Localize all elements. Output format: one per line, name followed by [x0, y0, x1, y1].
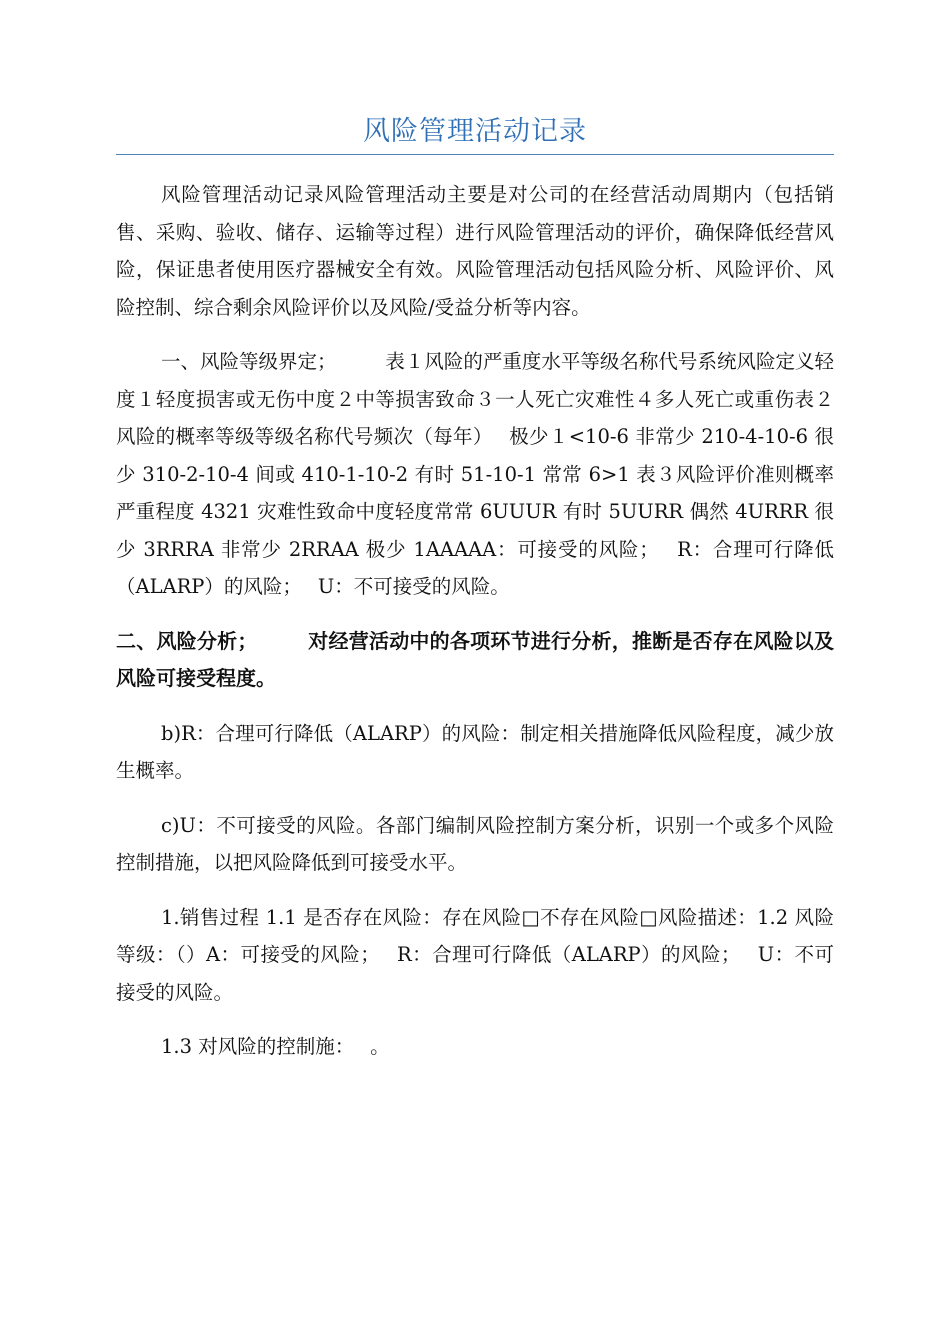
document-title: 风险管理活动记录 — [363, 116, 587, 147]
alarp-paragraph: b)R：合理可行降低（ALARP）的风险：制定相关措施降低风险程度，减少放生概率。 — [116, 721, 834, 782]
title-underline — [116, 154, 834, 155]
unacceptable-paragraph: c)U：不可接受的风险。各部门编制风险控制方案分析，识别一个或多个风险控制措施，以把风险降低到可接受水平。 — [116, 813, 834, 874]
document-body — [116, 176, 834, 1083]
risk-level-paragraph: 一、风险等级界定； 表１风险的严重度水平等级名称代号系统风险定义轻度１轻度损害或无伤中度２中等损害致命３一人死亡灾难性４多人死亡或重伤表２风险的概率等级等级名称代号频次（每年） 极少１<10-6 非常少 210-4-10-6 很少 310-2-10-4 间或 410-1-10-2 有时 51-10-1 常常 6>1 表３风险评价准则概率严重程度 4321 灾难性致命中度轻度常常 6UUUR 有时 5UURR 偶然 4URRR 很少 3RRRA 非常少 2RRAA 极少 1AAAAA：可接受的风险； R：合理可行降低（ALARP）的风险； U：不可接受的风险。 — [116, 350, 834, 598]
risk-analysis-heading: 二、风险分析； 对经营活动中的各项环节进行分析，推断是否存在风险以及风险可接受程度。 — [116, 628, 834, 690]
control-measures-paragraph: 1.3 对风险的控制施： 。 — [161, 1035, 390, 1058]
sales-process-paragraph: 1.销售过程 1.1 是否存在风险：存在风险□不存在风险□风险描述：1.2 风险等级：（）A：可接受的风险； R：合理可行降低（ALARP）的风险； U：不可接受的风险。 — [116, 905, 834, 1004]
intro-paragraph: 风险管理活动记录风险管理活动主要是对公司的在经营活动周期内（包括销售、采购、验收、储存、运输等过程）进行风险管理活动的评价，确保降低经营风险，保证患者使用医疗器械安全有效。风险管理活动包括风险分析、风险评价、风险控制、综合剩余风险评价以及风险/受益分析等内容。 — [116, 183, 834, 319]
